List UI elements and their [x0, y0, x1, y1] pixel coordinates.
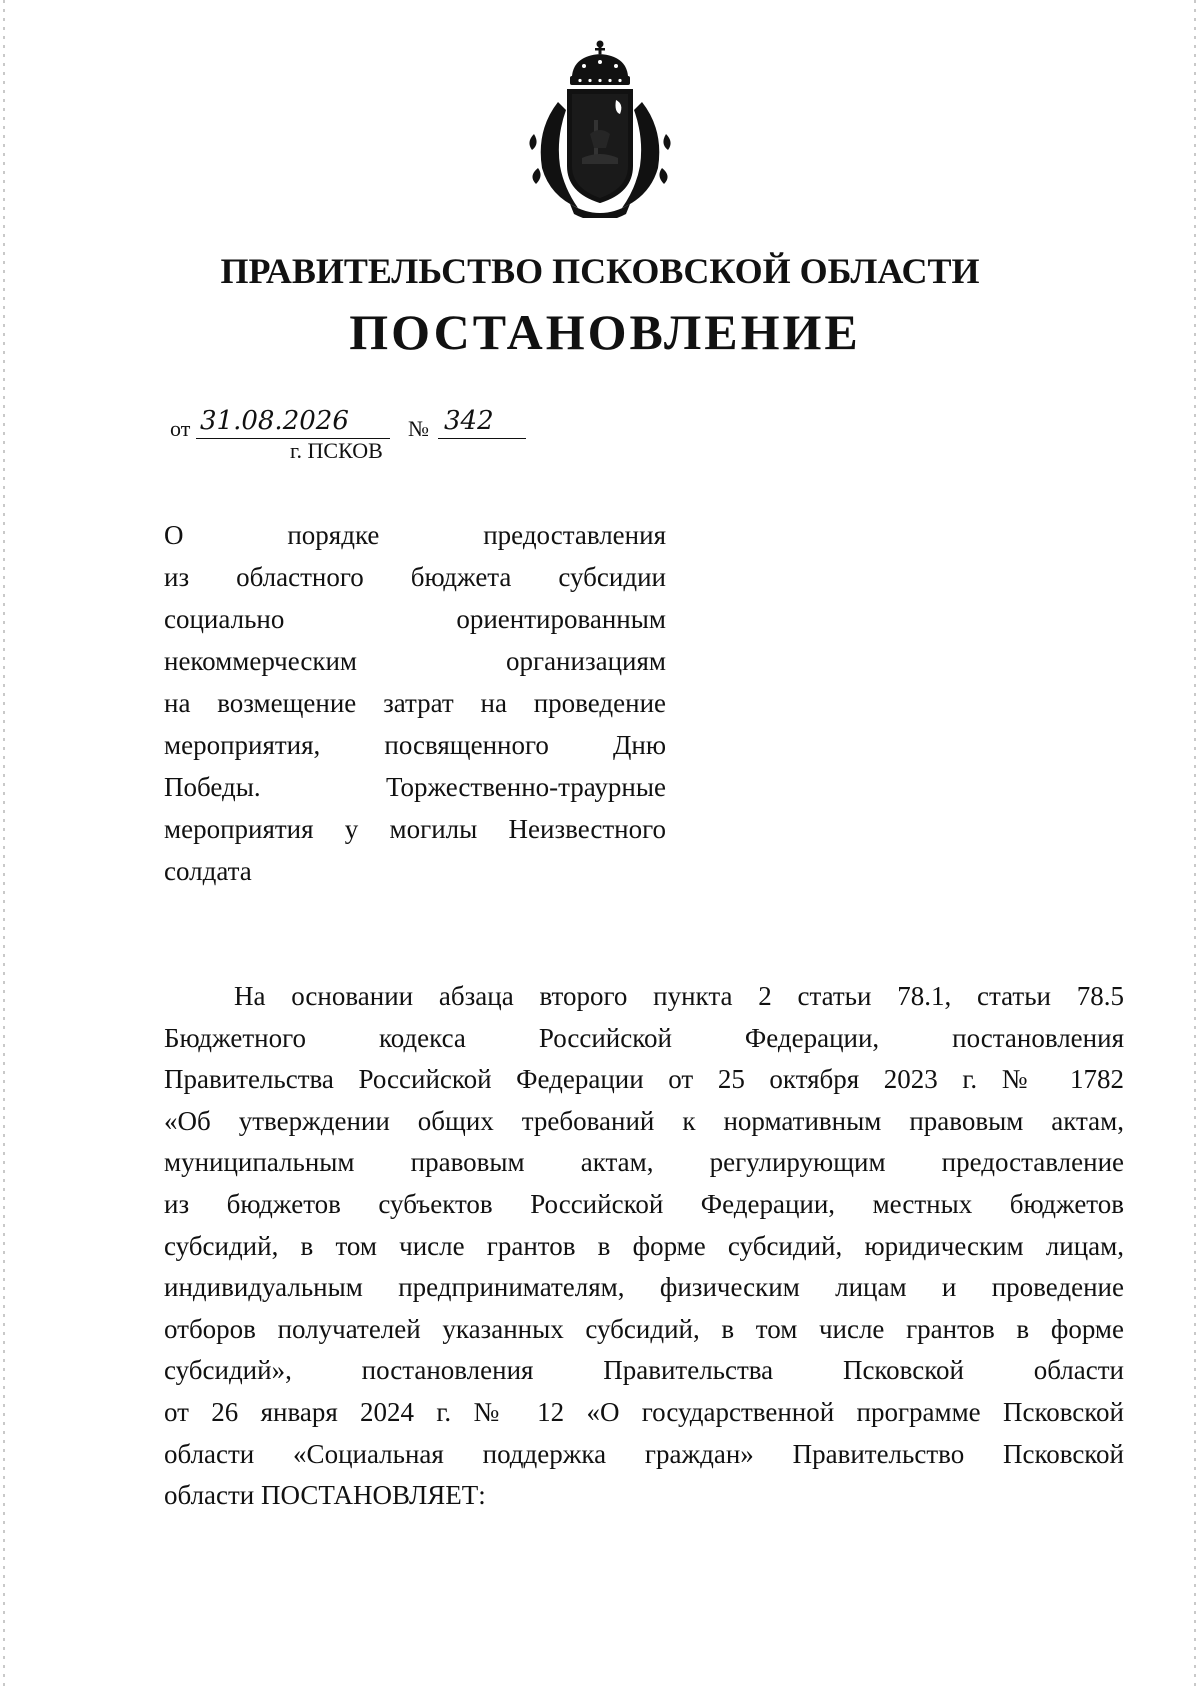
subject-line: мероприятия, посвященного Дню [164, 730, 666, 760]
body-line: индивидуальным предпринимателям, физическим лицам и проведение [164, 1272, 1124, 1303]
body-line: области «Социальная поддержка граждан» Правительство Псковской [164, 1438, 1124, 1469]
document-subject [164, 514, 666, 892]
body-line: субсидий», постановления Правительства Псковской области [164, 1355, 1124, 1386]
subject-line: мероприятия у могилы Неизвестного [164, 814, 666, 844]
government-title: ПРАВИТЕЛЬСТВО ПСКОВСКОЙ ОБЛАСТИ [220, 251, 980, 291]
document-type-title: ПОСТАНОВЛЕНИЕ [349, 304, 861, 360]
subject-line: солдата [164, 856, 252, 886]
body-line: Бюджетного кодекса Российской Федерации, постановления [164, 1022, 1124, 1053]
number-sign-label: № [408, 416, 429, 441]
city-label: г. ПСКОВ [290, 438, 383, 463]
subject-line: О порядке предоставления [164, 520, 666, 550]
subject-line: социально ориентированным [164, 604, 666, 634]
body-line: области ПОСТАНОВЛЯЕТ: [164, 1480, 486, 1511]
coat-of-arms-emblem [520, 38, 680, 218]
body-line: муниципальным правовым актам, регулирующим предоставление [164, 1147, 1124, 1178]
body-line: субсидий, в том числе грантов в форме субсидий, юридическим лицам, [164, 1230, 1124, 1261]
body-line: из бюджетов субъектов Российской Федерации, местных бюджетов [164, 1188, 1124, 1219]
subject-line: из областного бюджета субсидии [164, 562, 666, 592]
document-date: 31.08.2026 [196, 406, 390, 439]
document-number: 342 [438, 406, 526, 439]
body-line: «Об утверждении общих требований к нормативным правовым актам, [164, 1105, 1124, 1136]
body-line: отборов получателей указанных субсидий, в том числе грантов в форме [164, 1313, 1124, 1344]
body-line: Правительства Российской Федерации от 25 октября 2023 г. № 1782 [164, 1064, 1124, 1095]
date-prefix-label: от [170, 416, 191, 441]
document-body [164, 976, 1124, 1517]
body-line: На основании абзаца второго пункта 2 статьи 78.1, статьи 78.5 [234, 981, 1124, 1011]
subject-line: на возмещение затрат на проведение [164, 688, 666, 718]
subject-line: Победы. Торжественно-траурные [164, 772, 666, 802]
subject-line: некоммерческим организациям [164, 646, 666, 676]
body-line: от 26 января 2024 г. № 12 «О государственной программе Псковской [164, 1396, 1124, 1427]
